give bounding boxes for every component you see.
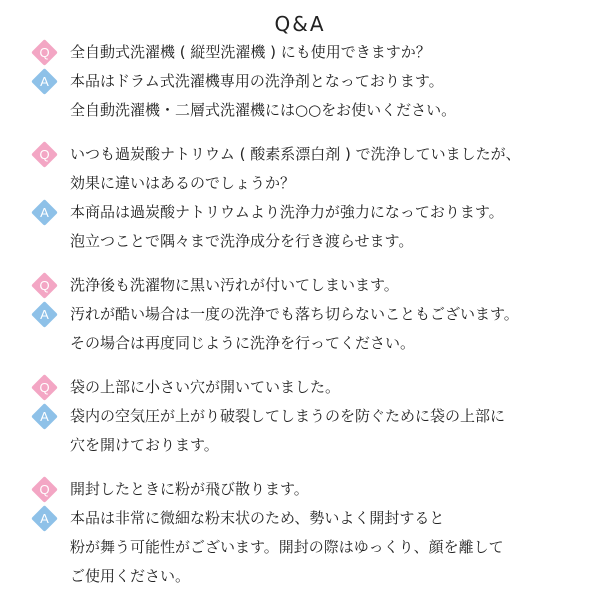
answer-text: 粉が舞う可能性がございます。開封の際はゆっくり、顔を離して: [70, 538, 504, 556]
answer-badge: [31, 199, 58, 226]
question-badge: [31, 141, 58, 168]
qa-item: [0, 38, 600, 125]
question-badge: [31, 272, 58, 299]
answer-text: 袋内の空気圧が上がり破裂してしまうのを防ぐために袋の上部に: [70, 407, 506, 425]
question-badge: [31, 374, 58, 401]
question-text: 袋の上部に小さい穴が開いていました。: [70, 378, 341, 396]
answer-badge: [31, 403, 58, 430]
answer-badge-label: A: [40, 74, 49, 89]
qa-item: [0, 373, 600, 460]
qa-item: [0, 475, 600, 591]
answer-row: [0, 198, 600, 256]
answer-text: 穴を開けております。: [70, 436, 219, 454]
question-text: 洗浄後も洗濯物に黒い汚れが付いてしまいます。: [70, 276, 399, 294]
answer-text: 本商品は過炭酸ナトリウムより洗浄力が強力になっております。: [70, 203, 504, 221]
answer-text: 本品はドラム式洗濯機専用の洗浄剤となっております。: [70, 72, 444, 90]
question-badge-label: Q: [39, 380, 50, 395]
question-badge: [31, 476, 58, 503]
qa-list: [0, 38, 600, 606]
page-title: Q&A: [274, 12, 326, 36]
question-badge-label: Q: [39, 147, 50, 162]
question-badge: [31, 39, 58, 66]
answer-badge-label: A: [40, 205, 49, 220]
question-text: いつも過炭酸ナトリウム ( 酸素系漂白剤 ) で洗浄していましたが、: [70, 145, 521, 163]
question-row: [0, 271, 600, 300]
answer-badge-label: A: [40, 409, 49, 424]
answer-row: [0, 402, 600, 460]
answer-badge: [31, 505, 58, 532]
question-row: [0, 373, 600, 402]
question-badge-label: Q: [39, 45, 50, 60]
answer-text: ご使用ください。: [70, 567, 191, 585]
answer-text: 泡立つことで隅々まで洗浄成分を行き渡らせます。: [70, 232, 414, 250]
answer-badge-label: A: [40, 511, 49, 526]
question-text: 全自動式洗濯機 ( 縦型洗濯機 ) にも使用できますか？: [70, 43, 431, 61]
answer-text: その場合は再度同じように洗浄を行ってください。: [70, 334, 416, 352]
answer-row: [0, 504, 600, 591]
answer-row: [0, 300, 600, 358]
question-row: [0, 38, 600, 67]
answer-row: [0, 67, 600, 125]
question-text: 開封したときに粉が飛び散ります。: [70, 480, 309, 498]
question-badge-label: Q: [39, 278, 50, 293]
question-badge-label: Q: [39, 482, 50, 497]
question-row: [0, 475, 600, 504]
answer-text: 汚れが酷い場合は一度の洗浄でも落ち切らないこともございます。: [70, 305, 519, 323]
qa-item: [0, 271, 600, 358]
answer-badge-label: A: [40, 307, 49, 322]
question-text: 効果に違いはあるのでしょうか？: [70, 174, 296, 192]
question-row: [0, 140, 600, 198]
qa-item: [0, 140, 600, 256]
answer-text: 全自動洗濯機・二層式洗濯機には○○をお使いください。: [70, 101, 457, 119]
answer-text: 本品は非常に微細な粉末状のため、勢いよく開封すると: [70, 509, 445, 527]
answer-badge: [31, 68, 58, 95]
answer-badge: [31, 301, 58, 328]
